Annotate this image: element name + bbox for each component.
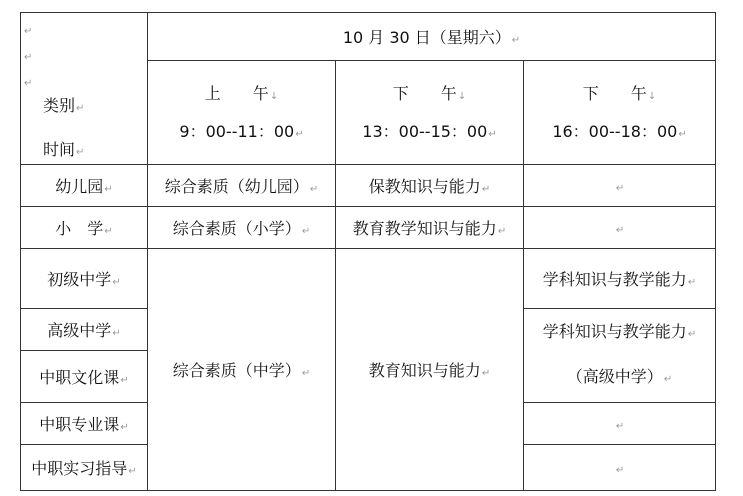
- secondary-morning-merged-cell: 综合素质（中学）↵: [148, 249, 336, 491]
- category-label: 类别↵: [43, 96, 85, 115]
- category-vocational-culture: 中职文化课↵: [21, 351, 148, 403]
- vocational-major-afternoon2-cell: ↵: [524, 403, 716, 445]
- vocational-practice-afternoon2-cell: ↵: [524, 445, 716, 491]
- slot-morning-header: 上 午↓ 9：00--11：00↵: [148, 61, 336, 165]
- category-junior-high: 初级中学↵: [21, 249, 148, 309]
- date-header: 10 月 30 日（星期六）↵: [148, 13, 716, 61]
- time-label: 时间↵: [43, 140, 85, 159]
- slot-afternoon2-header: 下 午↓ 16：00--18：00↵: [524, 61, 716, 165]
- category-senior-high: 高级中学↵: [21, 309, 148, 351]
- paragraph-marks: ↵ ↵ ↵: [24, 26, 33, 89]
- exam-schedule-table: [20, 12, 716, 491]
- junior-afternoon2-cell: 学科知识与教学能力↵: [524, 249, 716, 309]
- kindergarten-afternoon2-cell: ↵: [524, 165, 716, 207]
- kindergarten-afternoon1-cell: 保教知识与能力↵: [336, 165, 524, 207]
- category-primary: 小 学↵: [21, 207, 148, 249]
- corner-header-cell: [21, 13, 148, 165]
- slot-afternoon1-header: 下 午↓ 13：00--15：00↵: [336, 61, 524, 165]
- senior-afternoon2-cell: 学科知识与教学能力↵ （高级中学）↵: [524, 309, 716, 403]
- category-vocational-practice: 中职实习指导↵: [21, 445, 148, 491]
- secondary-afternoon1-merged-cell: 教育知识与能力↵: [336, 249, 524, 491]
- primary-afternoon2-cell: ↵: [524, 207, 716, 249]
- kindergarten-morning-cell: 综合素质（幼儿园）↵: [148, 165, 336, 207]
- category-vocational-major: 中职专业课↵: [21, 403, 148, 445]
- category-kindergarten: 幼儿园↵: [21, 165, 148, 207]
- primary-morning-cell: 综合素质（小学）↵: [148, 207, 336, 249]
- primary-afternoon1-cell: 教育教学知识与能力↵: [336, 207, 524, 249]
